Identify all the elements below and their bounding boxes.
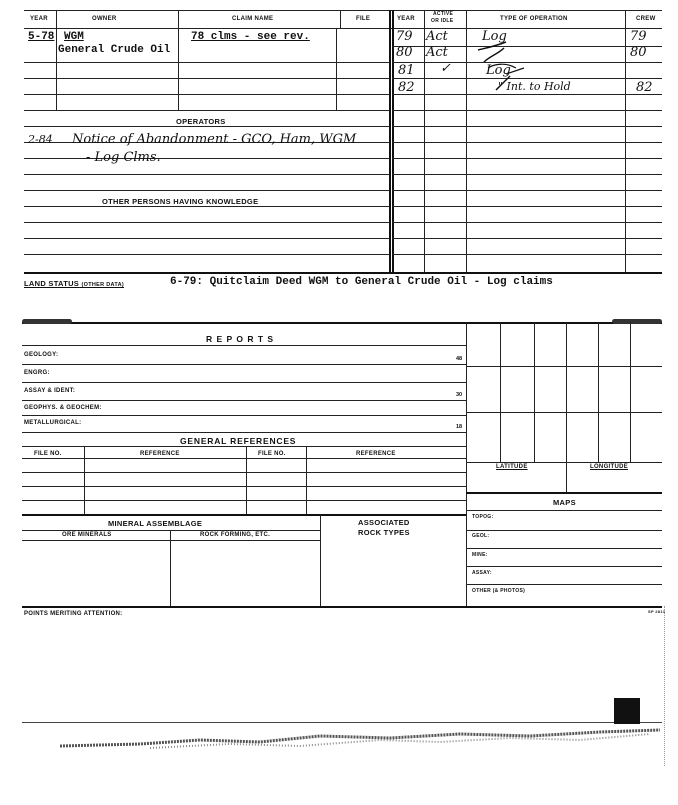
maps-title: MAPS xyxy=(553,498,576,507)
owner-entry-claim-name: 78 clms - see rev. xyxy=(191,31,310,43)
general-references-reference: REFERENCE xyxy=(140,451,180,457)
op-type-4: " Int. to Hold xyxy=(498,80,571,93)
rock-types-label: ROCK TYPES xyxy=(358,528,410,537)
latitude-label: LATITUDE xyxy=(496,464,528,470)
op-crew-2: 80 xyxy=(630,45,647,60)
maps-geol: GEOL: xyxy=(472,533,490,539)
col-header-file: FILE xyxy=(356,16,371,22)
reports-geology-num: 48 xyxy=(456,356,463,362)
op-year-2: 80 xyxy=(396,45,413,60)
op-crew-1: 79 xyxy=(630,29,647,44)
associated-label: ASSOCIATED xyxy=(358,518,410,527)
col-header-type-of-operation: TYPE OF OPERATION xyxy=(500,16,568,22)
points-meriting-attention-label: POINTS MERITING ATTENTION: xyxy=(24,611,123,617)
knowledge-title: OTHER PERSONS HAVING KNOWLEDGE xyxy=(102,197,259,206)
owner-entry-name: General Crude Oil xyxy=(58,44,171,56)
op-scribble-marks xyxy=(466,28,626,100)
operators-note-prefix: 2-84 xyxy=(28,133,53,146)
maps-assay: ASSAY: xyxy=(472,570,492,576)
col-header-year: YEAR xyxy=(30,16,48,22)
land-status-value: 6-79: Quitclaim Deed WGM to General Crude Oil - Log claims xyxy=(170,276,553,288)
longitude-label: LONGITUDE xyxy=(590,464,629,470)
reports-metallurgical-num: 18 xyxy=(456,424,463,430)
general-references-title: GENERAL REFERENCES xyxy=(180,436,297,446)
rock-forming-label: ROCK FORMING, ETC. xyxy=(200,532,271,538)
reports-metallurgical-label: METALLURGICAL: xyxy=(24,420,82,426)
op-status-1: Act xyxy=(426,29,448,44)
reports-geology-label: GEOLOGY: xyxy=(24,352,59,358)
operators-note-line2: - Log Clms. xyxy=(86,150,161,165)
general-references-reference-2: REFERENCE xyxy=(356,451,396,457)
op-status-2: Act xyxy=(426,45,448,60)
reports-assay-num: 30 xyxy=(456,392,463,398)
operators-title: OPERATORS xyxy=(176,117,226,126)
col-header-or-idle: OR IDLE xyxy=(431,18,454,24)
col-header-owner: OWNER xyxy=(92,16,117,22)
land-status-sublabel: (OTHER DATA) xyxy=(81,282,124,288)
reports-title: R E P O R T S xyxy=(206,334,275,344)
owner-entry-initials: WGM xyxy=(64,31,84,43)
mineral-assemblage-title: MINERAL ASSEMBLAGE xyxy=(108,519,203,528)
smudge-right xyxy=(612,319,662,324)
reports-geophys-label: GEOPHYS. & GEOCHEM: xyxy=(24,405,102,411)
op-year-4: 82 xyxy=(398,80,415,95)
op-year-1: 79 xyxy=(396,29,413,44)
form-number: SP 2813 xyxy=(648,609,666,614)
land-status-label xyxy=(24,279,124,288)
land-status-label-text: LAND STATUS xyxy=(24,279,80,288)
op-type-1: Log xyxy=(482,29,507,44)
col-header-active: ACTIVE xyxy=(433,11,454,17)
reports-engrg-label: ENGRG: xyxy=(24,370,50,376)
op-status-3: ✓ xyxy=(440,61,451,76)
op-year-3: 81 xyxy=(398,63,415,78)
general-references-file-no: FILE NO. xyxy=(34,451,62,457)
col-header-crew: CREW xyxy=(636,16,656,22)
scan-noise-band xyxy=(60,726,670,756)
col-header-year-2: YEAR xyxy=(397,16,415,22)
corner-mark xyxy=(614,698,640,724)
smudge-left xyxy=(22,319,72,324)
op-type-3: Log xyxy=(486,63,511,78)
maps-mine: MINE: xyxy=(472,552,488,558)
operators-note-line1: Notice of Abandonment - GCO, Ham, WGM xyxy=(72,132,357,147)
maps-other: OTHER (& PHOTOS) xyxy=(472,588,526,594)
maps-topog: TOPOG: xyxy=(472,514,494,520)
op-crew-4: 82 xyxy=(636,80,653,95)
general-references-file-no-2: FILE NO. xyxy=(258,451,286,457)
ore-minerals-label: ORE MINERALS xyxy=(62,532,112,538)
reports-assay-label: ASSAY & IDENT: xyxy=(24,388,76,394)
owner-entry-year: 5-78 xyxy=(28,31,55,43)
col-header-claim-name: CLAIM NAME xyxy=(232,16,274,22)
